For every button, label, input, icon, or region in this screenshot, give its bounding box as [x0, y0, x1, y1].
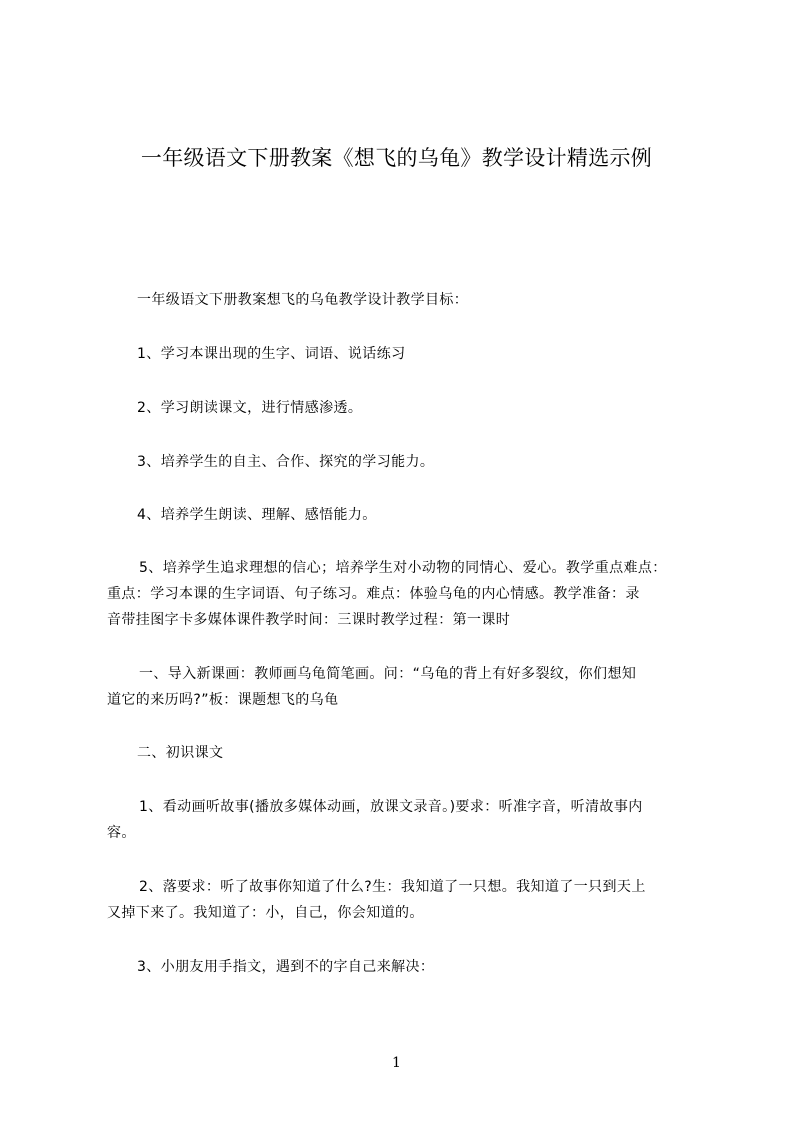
paragraph-preparation: 音带挂图字卡多媒体课件教学时间：三课时教学过程：第一课时 — [107, 612, 511, 628]
paragraph-objective-3: 3、培养学生的自主、合作、探究的学习能力。 — [137, 454, 435, 470]
paragraph-step-1-cont: 容。 — [107, 825, 136, 841]
paragraph-step-2: 2、落要求：听了故事你知道了什么?生：我知道了一只想。我知道了一只到天上 — [139, 879, 646, 895]
paragraph-key-points: 重点：学习本课的生字词语、句子练习。难点：体验乌龟的内心情感。教学准备：录 — [107, 586, 640, 602]
paragraph-step-3: 3、小朋友用手指文，遇到不的字自己来解决： — [137, 959, 435, 975]
document-title: 一年级语文下册教案《想飞的乌龟》教学设计精选示例 — [140, 146, 653, 170]
paragraph-step-1: 1、看动画听故事(播放多媒体动画，放课文录音。)要求：听准字音，听清故事内 — [139, 799, 643, 815]
paragraph-section-1: 一、导入新课画：教师画乌龟简笔画。问：“乌龟的背上有好多裂纹，你们想知 — [139, 666, 637, 682]
paragraph-step-2-cont: 又掉下来了。我知道了：小，自己，你会知道的。 — [107, 905, 424, 921]
paragraph-objective-2: 2、学习朗读课文，进行情感渗透。 — [137, 400, 363, 416]
paragraph-objective-1: 1、学习本课出现的生字、词语、说话练习 — [137, 346, 406, 362]
paragraph-objectives-intro: 一年级语文下册教案想飞的乌龟教学设计教学目标： — [137, 292, 469, 308]
paragraph-objective-4: 4、培养学生朗读、理解、感悟能力。 — [137, 507, 377, 523]
paragraph-section-1-cont: 道它的来历吗?”板：课题想飞的乌龟 — [107, 692, 339, 708]
paragraph-section-2-heading: 二、初识课文 — [137, 745, 224, 761]
page-number: 1 — [392, 1055, 401, 1071]
paragraph-objective-5: 5、培养学生追求理想的信心；培养学生对小动物的同情心、爱心。教学重点难点： — [139, 560, 667, 576]
